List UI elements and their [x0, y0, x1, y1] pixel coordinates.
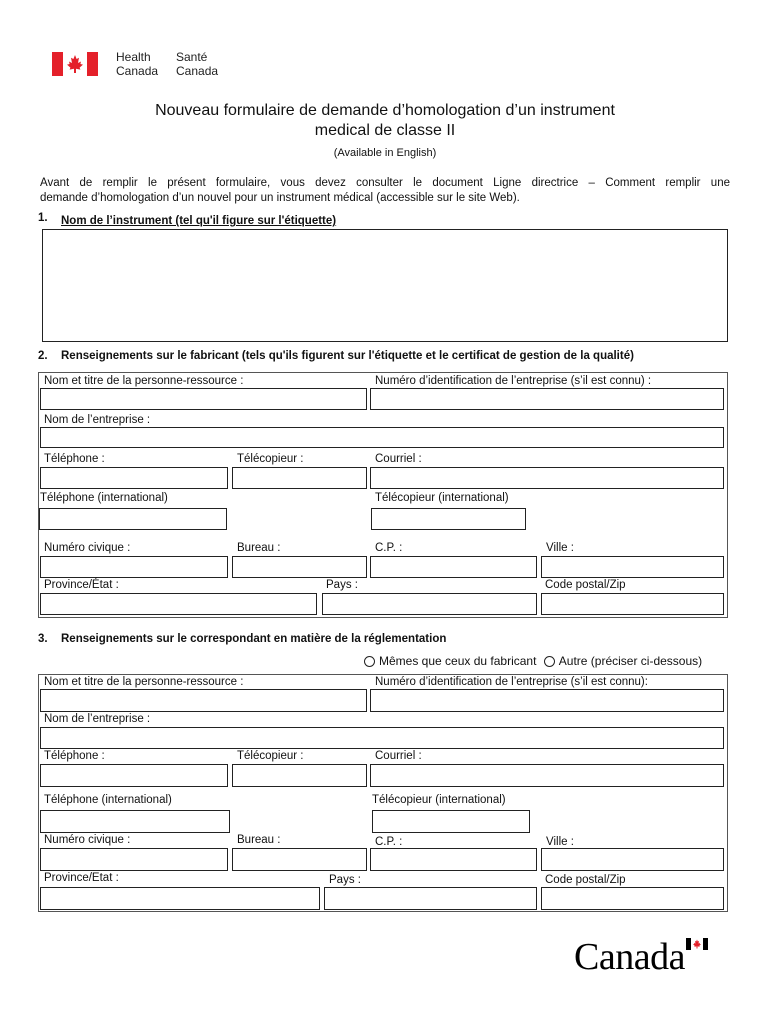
intro-text [40, 176, 730, 206]
s3-phone-label: Téléphone : [44, 750, 105, 762]
form-title-line2: medical de classe II [314, 122, 456, 139]
section1-title: Nom de l’instrument (tel qu'il figure sur l'étiquette) [61, 215, 337, 227]
s2-fax-label: Télécopieur : [237, 453, 304, 465]
s2-contact-input[interactable] [40, 388, 367, 410]
s2-fax-intl-input[interactable] [371, 508, 526, 530]
s3-radio-group [364, 654, 702, 668]
s2-company-id-input[interactable] [370, 388, 724, 410]
canada-wordmark-text: Canada [574, 936, 685, 978]
s3-phone-input[interactable] [40, 764, 228, 787]
s3-email-input[interactable] [370, 764, 724, 787]
s3-company-id-label: Numéro d’identification de l’entreprise (s’il est connu): [375, 676, 648, 688]
s2-phone-input[interactable] [40, 467, 228, 489]
logo-health: Health [116, 50, 151, 64]
logo-canada-fr: Canada [176, 64, 219, 78]
s3-suite-input[interactable] [232, 848, 367, 871]
s2-postal-input[interactable] [541, 593, 724, 615]
s2-fax-intl-label: Télécopieur (international) [375, 492, 509, 504]
logo-sante: Santé [176, 50, 208, 64]
s2-suite-input[interactable] [232, 556, 367, 578]
s2-suite-label: Bureau : [237, 542, 281, 554]
s3-email-label: Courriel : [375, 750, 422, 762]
s3-fax-intl-label: Télécopieur (international) [372, 794, 506, 806]
radio-same-label: Mêmes que ceux du fabricant [379, 654, 537, 668]
s3-po-input[interactable] [370, 848, 537, 871]
s3-fax-intl-input[interactable] [372, 810, 530, 833]
available-in-english: (Available in English) [333, 147, 437, 159]
s3-fax-input[interactable] [232, 764, 367, 787]
s2-email-input[interactable] [370, 467, 724, 489]
s3-civic-input[interactable] [40, 848, 228, 871]
s3-company-name-label: Nom de l’entreprise : [44, 713, 151, 725]
s2-phone-intl-input[interactable] [39, 508, 227, 530]
s2-company-name-label: Nom de l’entreprise : [44, 414, 151, 426]
s2-civic-input[interactable] [40, 556, 228, 578]
s2-civic-label: Numéro civique : [44, 542, 131, 554]
s2-phone-label: Téléphone : [44, 453, 105, 465]
wordmark-flag-icon [686, 938, 708, 950]
radio-circle-icon[interactable] [364, 656, 375, 667]
s3-province-label: Province/Etat : [44, 872, 119, 884]
section2-title: Renseignements sur le fabricant (tels qu'ils figurent sur l'étiquette et le certificat de gestion de la qualité) [61, 350, 634, 362]
section2-number: 2. [38, 350, 48, 362]
s3-city-input[interactable] [541, 848, 724, 871]
s3-postal-input[interactable] [541, 887, 724, 910]
s2-city-label: Ville : [546, 542, 574, 554]
section3-number: 3. [38, 633, 48, 645]
canada-wordmark [574, 936, 714, 978]
form-title-line1: Nouveau formulaire de demande d’homologation d’un instrument [155, 102, 615, 119]
s3-civic-label: Numéro civique : [44, 834, 131, 846]
s2-country-label: Pays : [326, 579, 358, 591]
section1-number: 1. [38, 212, 48, 224]
s2-fax-input[interactable] [232, 467, 367, 489]
s3-postal-label: Code postal/Zip [545, 874, 626, 886]
s3-company-name-input[interactable] [40, 727, 724, 749]
s2-country-input[interactable] [322, 593, 537, 615]
intro-line1: Avant de remplir le présent formulaire, vous devez consulter le document Ligne directrice – Comment remplir une [40, 177, 730, 189]
s2-company-id-label: Numéro d’identification de l’entreprise (s’il est connu) : [375, 375, 652, 387]
form-title [0, 101, 770, 141]
s3-fax-label: Télécopieur : [237, 750, 304, 762]
radio-circle-icon[interactable] [544, 656, 555, 667]
s3-phone-intl-label: Téléphone (international) [44, 794, 172, 806]
s3-country-label: Pays : [329, 874, 361, 886]
radio-other-label: Autre (préciser ci-dessous) [558, 654, 703, 668]
s2-contact-label: Nom et titre de la personne-ressource : [44, 375, 244, 387]
radio-other[interactable] [544, 654, 702, 668]
s3-country-input[interactable] [324, 887, 537, 910]
s2-province-label: Province/État : [44, 579, 119, 591]
s3-city-label: Ville : [546, 836, 574, 848]
section3-title: Renseignements sur le correspondant en matière de la réglementation [61, 633, 447, 645]
s3-po-label: C.P. : [375, 836, 403, 848]
s2-email-label: Courriel : [375, 453, 422, 465]
s2-province-input[interactable] [40, 593, 317, 615]
s2-postal-label: Code postal/Zip [545, 579, 626, 591]
s3-contact-label: Nom et titre de la personne-ressource : [44, 676, 244, 688]
s2-phone-intl-label: Téléphone (international) [40, 492, 168, 504]
logo-canada-en: Canada [116, 64, 159, 78]
s2-city-input[interactable] [541, 556, 724, 578]
radio-same-as-manufacturer[interactable] [364, 654, 536, 668]
s3-company-id-input[interactable] [370, 689, 724, 712]
s2-po-label: C.P. : [375, 542, 403, 554]
intro-line2: demande d’homologation d’un nouvel pour un instrument médical (accessible sur le site Web). [40, 192, 520, 204]
s3-suite-label: Bureau : [237, 834, 281, 846]
instrument-name-input[interactable] [42, 229, 728, 342]
s3-contact-input[interactable] [40, 689, 367, 712]
s2-company-name-input[interactable] [40, 427, 724, 448]
s3-province-input[interactable] [40, 887, 320, 910]
s2-po-input[interactable] [370, 556, 537, 578]
canada-flag-icon [52, 52, 98, 76]
s3-phone-intl-input[interactable] [40, 810, 230, 833]
